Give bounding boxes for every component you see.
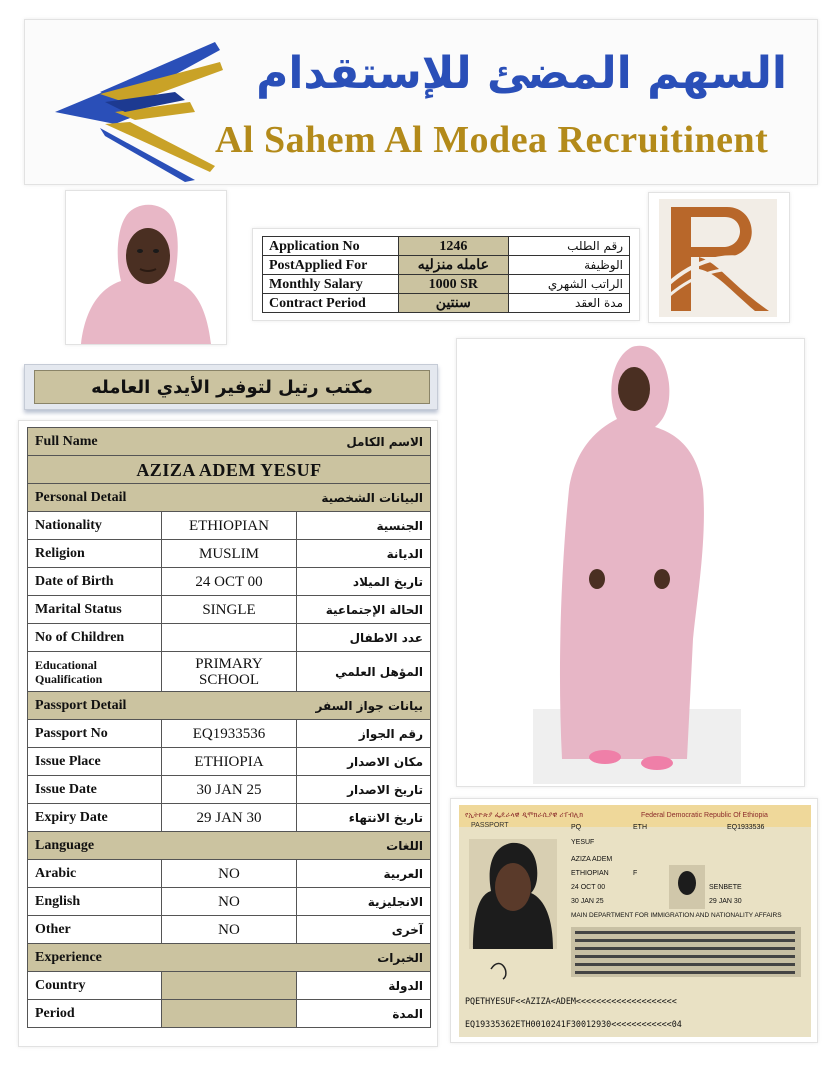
office-title-banner: [24, 364, 438, 410]
detail-value: EQ1933536: [162, 720, 296, 748]
detail-label: Educational Qualification: [28, 652, 162, 692]
detail-label: Arabic: [28, 860, 162, 888]
detail-row: [28, 652, 431, 692]
detail-value: 29 JAN 30: [162, 804, 296, 832]
application-label: Application No: [263, 237, 399, 256]
passport-doc-label: PASSPORT: [471, 822, 509, 829]
detail-label: Passport No: [28, 720, 162, 748]
passport-pob: SENBETE: [709, 884, 742, 891]
company-name-arabic: السهم المضئ للإستقدام: [256, 48, 787, 99]
section-label-arabic: البيانات الشخصية: [321, 490, 423, 505]
detail-label-arabic: تاريخ الانتهاء: [296, 804, 430, 832]
experience-header: [28, 944, 431, 972]
application-label-arabic: رقم الطلب: [508, 237, 629, 256]
detail-label-arabic: الدولة: [296, 972, 430, 1000]
detail-row: [28, 916, 431, 944]
passport-expiry-date: 29 JAN 30: [709, 898, 742, 905]
passport-surname: YESUF: [571, 839, 595, 846]
application-value: 1000 SR: [398, 275, 508, 294]
detail-value: [162, 1000, 296, 1028]
application-label-arabic: الوظيفة: [508, 256, 629, 275]
detail-value: [162, 972, 296, 1000]
detail-row: [28, 776, 431, 804]
language-header: [28, 832, 431, 860]
detail-row: [28, 1000, 431, 1028]
detail-value: [162, 624, 296, 652]
personal-detail-header: [28, 484, 431, 512]
detail-label: Issue Place: [28, 748, 162, 776]
passport-header-english: Federal Democratic Republic Of Ethiopia: [641, 812, 768, 819]
detail-value: NO: [162, 860, 296, 888]
detail-label-arabic: العربية: [296, 860, 430, 888]
detail-label: Other: [28, 916, 162, 944]
application-label: PostApplied For: [263, 256, 399, 275]
passport-nationality: ETHIOPIAN: [571, 870, 609, 877]
passport-mrz-line-2: EQ19335362ETH0010241F30012930<<<<<<<<<<<<04: [465, 1019, 682, 1029]
passport-given-name: AZIZA ADEM: [571, 856, 613, 863]
passport-mrz-line-1: PQETHYESUF<<AZIZA<ADEM<<<<<<<<<<<<<<<<<<<<: [465, 996, 677, 1006]
detail-label-arabic: الجنسية: [296, 512, 430, 540]
passport-country: ETH: [633, 824, 647, 831]
application-row: [263, 275, 630, 294]
detail-row: [28, 804, 431, 832]
detail-row: [28, 596, 431, 624]
detail-value: 30 JAN 25: [162, 776, 296, 804]
section-label: Passport Detail: [35, 697, 127, 713]
detail-label: Expiry Date: [28, 804, 162, 832]
detail-row: [28, 972, 431, 1000]
section-label: Language: [35, 837, 95, 853]
application-row: [263, 256, 630, 275]
passport-type: PQ: [571, 824, 582, 831]
detail-label-arabic: الانجليزية: [296, 888, 430, 916]
application-value: سنتين: [398, 294, 508, 313]
passport-scan: [450, 798, 818, 1043]
detail-label: Nationality: [28, 512, 162, 540]
detail-row: [28, 888, 431, 916]
detail-label-arabic: الديانة: [296, 540, 430, 568]
detail-row: [28, 540, 431, 568]
detail-label-arabic: رقم الجواز: [296, 720, 430, 748]
passport-issue-date: 30 JAN 25: [571, 898, 604, 905]
detail-label: Issue Date: [28, 776, 162, 804]
detail-value: NO: [162, 916, 296, 944]
passport-dob: 24 OCT 00: [571, 884, 606, 891]
applicant-details: [18, 420, 438, 1047]
detail-value: PRIMARY SCHOOL: [162, 652, 296, 692]
applicant-photo-full: [456, 338, 805, 787]
passport-image: [451, 799, 817, 1042]
applicant-details-table: [27, 427, 431, 1028]
company-logo-arrows-icon: [45, 32, 225, 182]
detail-label: Marital Status: [28, 596, 162, 624]
detail-row: [28, 512, 431, 540]
applicant-photo-portrait: [65, 190, 227, 345]
passport-number: EQ1933536: [727, 824, 765, 831]
application-row: [263, 294, 630, 313]
application-value: عامله منزليه: [398, 256, 508, 275]
detail-value: NO: [162, 888, 296, 916]
detail-value: ETHIOPIAN: [162, 512, 296, 540]
full-name-row: [28, 456, 431, 484]
applicant-full-body-image: [457, 339, 804, 786]
passport-authority: MAIN DEPARTMENT FOR IMMIGRATION AND NATIONALITY AFFAIRS: [571, 912, 782, 919]
application-value: 1246: [398, 237, 508, 256]
detail-row: [28, 748, 431, 776]
section-label-arabic: الخبرات: [377, 950, 423, 965]
office-logo: [648, 192, 790, 323]
detail-value: SINGLE: [162, 596, 296, 624]
application-label-arabic: مدة العقد: [508, 294, 629, 313]
full-name-label: Full Name: [35, 433, 98, 449]
application-table: [262, 236, 630, 313]
detail-label-arabic: تاريخ الميلاد: [296, 568, 430, 596]
application-label: Contract Period: [263, 294, 399, 313]
passport-header-amharic: የኢትዮጵያ ፌዴራላዊ ዲሞክራሲያዊ ሪፐብሊክ: [465, 811, 584, 819]
detail-label: Period: [28, 1000, 162, 1028]
applicant-portrait-image: [66, 191, 226, 344]
detail-value: ETHIOPIA: [162, 748, 296, 776]
detail-row: [28, 720, 431, 748]
detail-value: 24 OCT 00: [162, 568, 296, 596]
detail-label-arabic: مكان الاصدار: [296, 748, 430, 776]
detail-label-arabic: تاريخ الاصدار: [296, 776, 430, 804]
detail-label: Religion: [28, 540, 162, 568]
passport-sex: F: [633, 870, 638, 877]
company-name-english: Al Sahem Al Modea Recruitinent: [215, 119, 769, 161]
detail-label: No of Children: [28, 624, 162, 652]
detail-label-arabic: المؤهل العلمي: [296, 652, 430, 692]
passport-detail-header: [28, 692, 431, 720]
application-label-arabic: الراتب الشهري: [508, 275, 629, 294]
full-name-label-arabic: الاسم الكامل: [346, 434, 423, 449]
detail-label: English: [28, 888, 162, 916]
section-label-arabic: بيانات جواز السفر: [315, 698, 423, 713]
detail-row: [28, 568, 431, 596]
full-name-header: [28, 428, 431, 456]
detail-label-arabic: الحالة الإجتماعية: [296, 596, 430, 624]
application-row: [263, 237, 630, 256]
detail-label-arabic: آخرى: [296, 916, 430, 944]
full-name-value: AZIZA ADEM YESUF: [28, 456, 431, 484]
detail-label-arabic: المدة: [296, 1000, 430, 1028]
section-label: Personal Detail: [35, 489, 127, 505]
r-letter-logo-icon: [649, 193, 789, 322]
detail-label-arabic: عدد الاطفال: [296, 624, 430, 652]
section-label-arabic: اللغات: [386, 838, 423, 853]
application-label: Monthly Salary: [263, 275, 399, 294]
section-label: Experience: [35, 949, 102, 965]
office-title-text: مكتب رتيل لتوفير الأيدي العامله: [34, 370, 430, 404]
detail-label: Country: [28, 972, 162, 1000]
detail-value: MUSLIM: [162, 540, 296, 568]
detail-row: [28, 860, 431, 888]
detail-row: [28, 624, 431, 652]
application-summary: [252, 228, 640, 321]
detail-label: Date of Birth: [28, 568, 162, 596]
company-header: [24, 19, 818, 185]
